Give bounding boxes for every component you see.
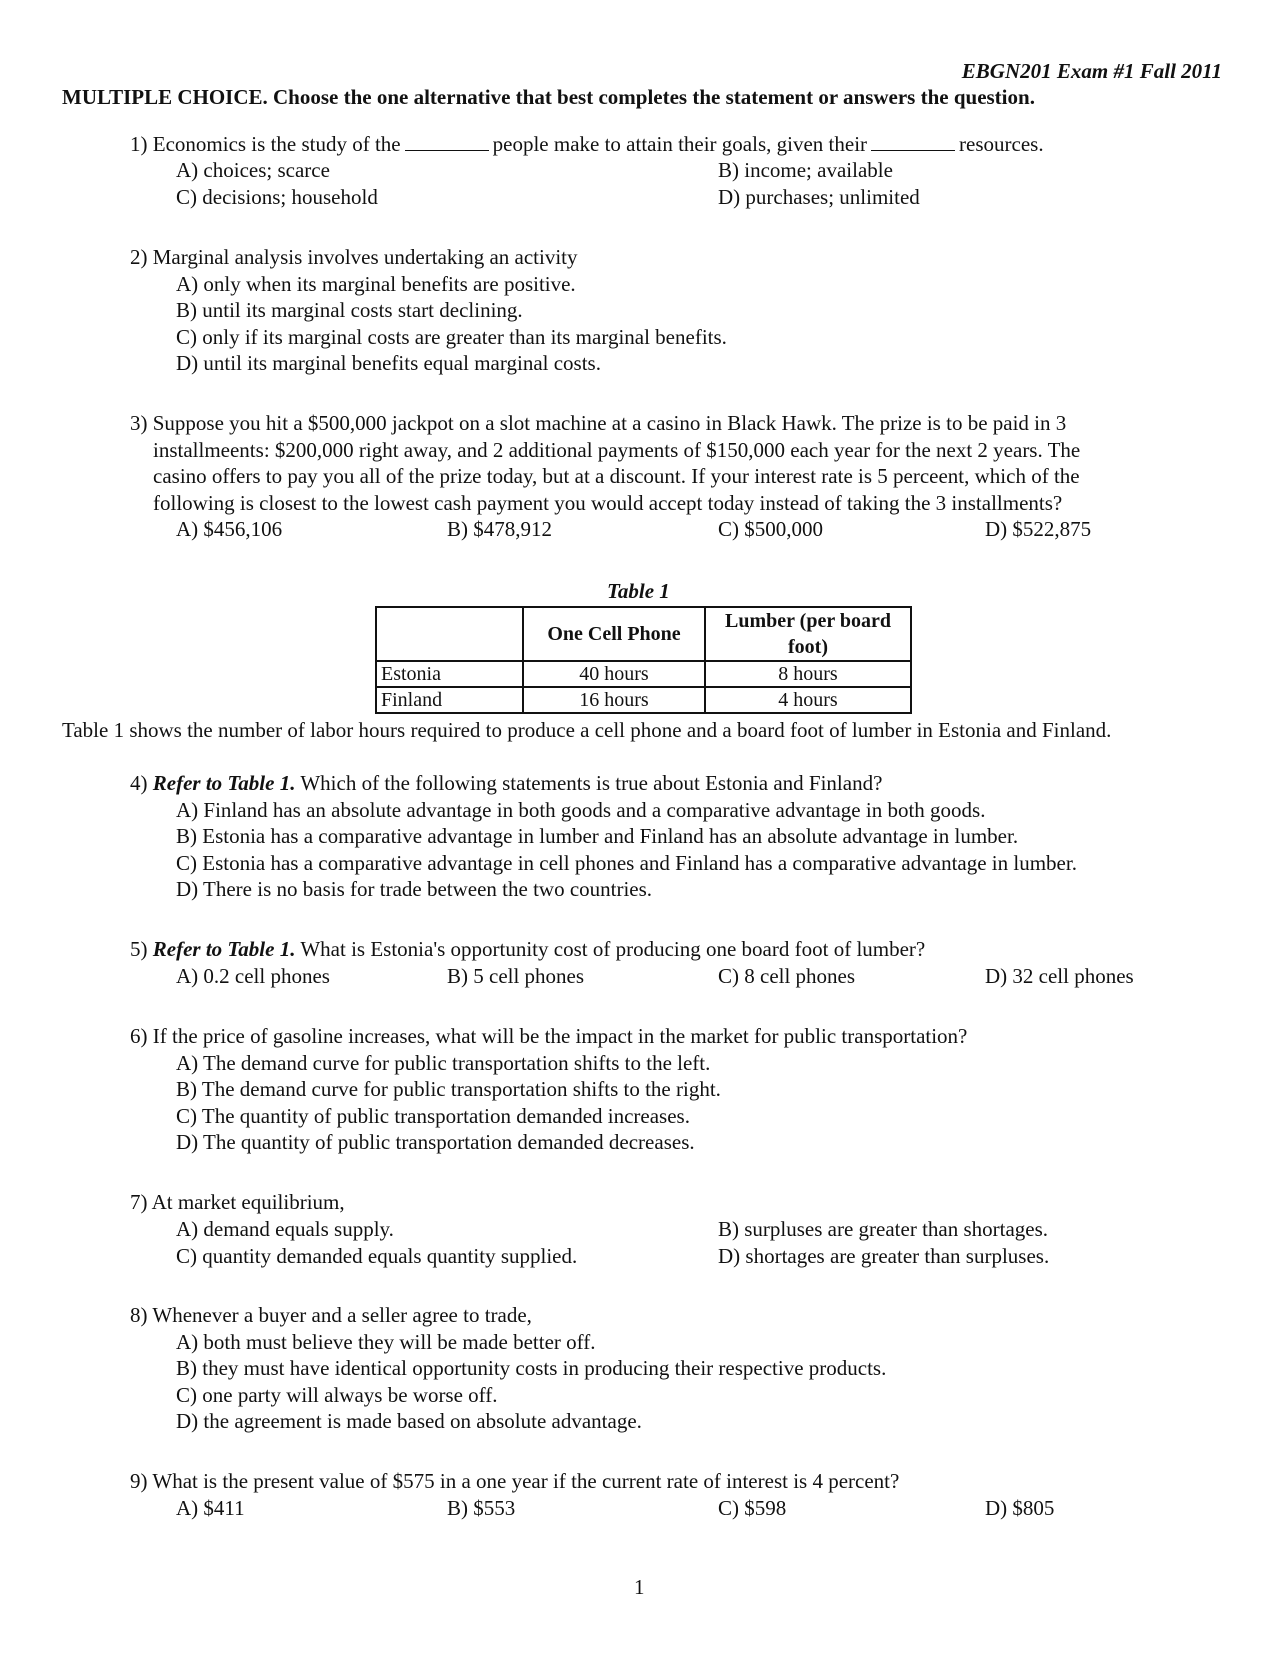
table-cell: 4 hours [705, 687, 911, 713]
question-stem: At market equilibrium, [151, 1190, 345, 1214]
question-number: 1) [130, 132, 148, 156]
option-a[interactable]: A) only when its marginal benefits are positive. [176, 272, 576, 296]
option-b[interactable]: B) $553 [447, 1496, 516, 1520]
question-number: 3) [130, 411, 148, 435]
question-stem: Marginal analysis involves undertaking an activity [152, 245, 578, 269]
table-1 [375, 606, 912, 714]
instructions-label: MULTIPLE CHOICE. [62, 85, 268, 109]
option-a[interactable]: A) choices; scarce [176, 158, 330, 182]
option-a[interactable]: A) The demand curve for public transportation shifts to the left. [176, 1051, 711, 1075]
question-5 [130, 936, 925, 962]
question-9 [130, 1468, 899, 1494]
option-b[interactable]: B) 5 cell phones [447, 964, 585, 988]
option-b[interactable]: B) Estonia has a comparative advantage in lumber and Finland has an absolute advantage in lumber. [176, 824, 1019, 848]
option-d[interactable]: D) shortages are greater than surpluses. [718, 1244, 1050, 1268]
question-4 [130, 770, 882, 796]
question-stem-line: installmeents: $200,000 right away, and 2 additional payments of $150,000 each year for the next 2 years. The [153, 438, 1081, 462]
option-d[interactable]: D) There is no basis for trade between the two countries. [176, 877, 653, 901]
table-header-cell: Lumber (per board foot) [705, 607, 911, 661]
option-d[interactable]: D) $805 [985, 1496, 1055, 1520]
option-b[interactable]: B) they must have identical opportunity costs in producing their respective products. [176, 1356, 887, 1380]
table-reference: Refer to Table 1. [152, 937, 296, 961]
option-d[interactable]: D) 32 cell phones [985, 964, 1134, 988]
question-6 [130, 1023, 967, 1049]
table-cell: 8 hours [705, 661, 911, 687]
option-c[interactable]: C) The quantity of public transportation demanded increases. [176, 1104, 690, 1128]
option-d[interactable]: D) purchases; unlimited [718, 185, 920, 209]
table-header-cell: One Cell Phone [523, 607, 705, 661]
question-stem: Which of the following statements is true about Estonia and Finland? [300, 771, 883, 795]
option-d[interactable]: D) $522,875 [985, 517, 1092, 541]
question-3 [130, 410, 1066, 436]
exam-title: EBGN201 Exam #1 Fall 2011 [961, 59, 1222, 83]
question-number: 9) [130, 1469, 148, 1493]
table-cell: Estonia [376, 661, 523, 687]
question-1 [130, 131, 1044, 157]
question-number: 5) [130, 937, 148, 961]
table-row [376, 687, 911, 713]
option-a[interactable]: A) Finland has an absolute advantage in both goods and a comparative advantage in both goods. [176, 798, 986, 822]
question-number: 7) [130, 1190, 148, 1214]
question-stem: people make to attain their goals, given their [492, 132, 868, 156]
question-number: 4) [130, 771, 148, 795]
table-cell: Finland [376, 687, 523, 713]
table-cell: 40 hours [523, 661, 705, 687]
question-number: 2) [130, 245, 148, 269]
question-stem: What is Estonia's opportunity cost of producing one board foot of lumber? [300, 937, 926, 961]
table-reference: Refer to Table 1. [152, 771, 296, 795]
option-c[interactable]: C) one party will always be worse off. [176, 1383, 498, 1407]
option-b[interactable]: B) until its marginal costs start declining. [176, 298, 523, 322]
instructions-text: Choose the one alternative that best completes the statement or answers the question. [273, 85, 1035, 109]
option-d[interactable]: D) the agreement is made based on absolute advantage. [176, 1409, 642, 1433]
option-a[interactable]: A) $411 [176, 1496, 245, 1520]
option-c[interactable]: C) decisions; household [176, 185, 378, 209]
option-c[interactable]: C) $598 [718, 1496, 787, 1520]
instructions [62, 84, 1035, 110]
question-number: 6) [130, 1024, 148, 1048]
option-b[interactable]: B) income; available [718, 158, 893, 182]
table-caption: Table 1 shows the number of labor hours required to produce a cell phone and a board foot of lumber in Estonia and Finland. [62, 718, 1112, 742]
question-stem: Economics is the study of the [152, 132, 401, 156]
question-number: 8) [130, 1303, 148, 1327]
option-a[interactable]: A) 0.2 cell phones [176, 964, 330, 988]
table-title: Table 1 [607, 579, 670, 603]
question-7 [130, 1189, 345, 1215]
question-stem-line: following is closest to the lowest cash payment you would accept today instead of taking the 3 installments? [153, 491, 1063, 515]
answer-blank [871, 132, 955, 151]
table-header-row [376, 607, 911, 661]
option-a[interactable]: A) $456,106 [176, 517, 283, 541]
option-c[interactable]: C) $500,000 [718, 517, 823, 541]
question-stem-line: Suppose you hit a $500,000 jackpot on a slot machine at a casino in Black Hawk. The prize is to be paid in 3 [152, 411, 1067, 435]
option-a[interactable]: A) both must believe they will be made better off. [176, 1330, 596, 1354]
option-a[interactable]: A) demand equals supply. [176, 1217, 394, 1241]
table-cell: 16 hours [523, 687, 705, 713]
question-stem: resources. [959, 132, 1044, 156]
question-stem: If the price of gasoline increases, what will be the impact in the market for public transportation? [152, 1024, 968, 1048]
table-header-cell [376, 607, 523, 661]
option-c[interactable]: C) Estonia has a comparative advantage in cell phones and Finland has a comparative advantage in lumber. [176, 851, 1077, 875]
option-b[interactable]: B) surpluses are greater than shortages. [718, 1217, 1049, 1241]
option-c[interactable]: C) quantity demanded equals quantity supplied. [176, 1244, 578, 1268]
question-2 [130, 244, 578, 270]
option-d[interactable]: D) The quantity of public transportation demanded decreases. [176, 1130, 695, 1154]
option-b[interactable]: B) The demand curve for public transportation shifts to the right. [176, 1077, 721, 1101]
option-c[interactable]: C) 8 cell phones [718, 964, 856, 988]
page-number: 1 [634, 1575, 645, 1599]
question-stem: What is the present value of $575 in a one year if the current rate of interest is 4 percent? [152, 1469, 900, 1493]
option-c[interactable]: C) only if its marginal costs are greater than its marginal benefits. [176, 325, 727, 349]
option-b[interactable]: B) $478,912 [447, 517, 552, 541]
table-row [376, 661, 911, 687]
answer-blank [405, 132, 489, 151]
question-stem: Whenever a buyer and a seller agree to trade, [152, 1303, 532, 1327]
question-stem-line: casino offers to pay you all of the prize today, but at a discount. If your interest rate is 5 perceent, which of the [153, 464, 1080, 488]
question-8 [130, 1302, 532, 1328]
option-d[interactable]: D) until its marginal benefits equal marginal costs. [176, 351, 601, 375]
